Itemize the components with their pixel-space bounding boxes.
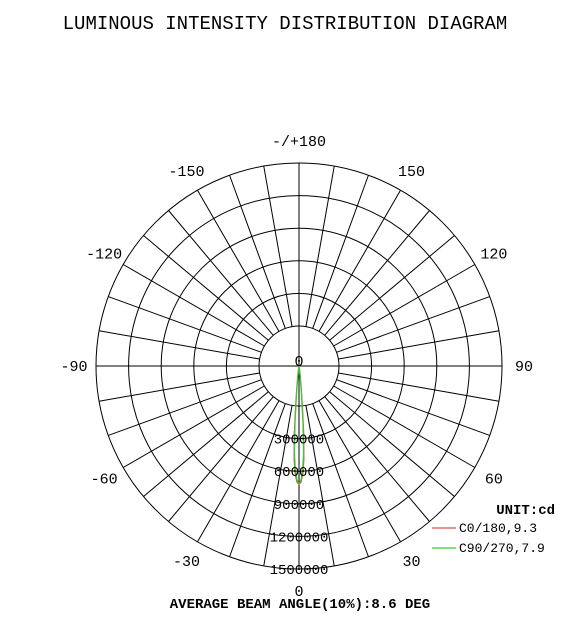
angle-label: -150: [168, 164, 205, 182]
grid-spoke: [313, 175, 369, 328]
grid-spoke: [169, 397, 274, 522]
angle-label: 90: [514, 359, 534, 376]
angle-label: -/+180: [271, 134, 327, 151]
ring-label: 300000: [273, 432, 325, 449]
ring-label: 1200000: [269, 530, 329, 547]
grid-spoke: [330, 236, 455, 341]
grid-spoke: [338, 331, 499, 359]
grid-spoke: [338, 373, 499, 401]
center-label: 0: [294, 354, 304, 371]
beam-angle-text: AVERAGE BEAM ANGLE(10%):8.6 DEG: [169, 597, 431, 613]
angle-label: 150: [397, 164, 426, 182]
grid-spoke: [230, 175, 286, 328]
grid-spoke: [99, 373, 260, 401]
ring-label: 1500000: [269, 563, 329, 579]
grid-spoke: [337, 380, 490, 436]
grid-spoke: [108, 380, 261, 436]
grid-spoke: [337, 297, 490, 353]
grid-spoke: [325, 210, 430, 335]
grid-spoke: [330, 392, 455, 497]
chart-title: LUMINOUS INTENSITY DISTRIBUTION DIAGRAM: [62, 13, 508, 35]
angle-label: -90: [60, 359, 88, 376]
legend-entry: C0/180,9.3: [459, 521, 538, 536]
grid-spoke: [108, 297, 261, 353]
angle-label: -60: [90, 471, 118, 489]
grid-spoke: [99, 331, 260, 359]
angle-label: 30: [402, 553, 421, 571]
ring-label: 600000: [273, 465, 325, 482]
grid-spoke: [306, 166, 334, 327]
legend-entry: C90/270,7.9: [459, 541, 545, 556]
grid-spoke: [169, 210, 274, 335]
angle-label: -120: [86, 246, 123, 264]
angle-label: -30: [172, 553, 201, 571]
ring-label: 900000: [273, 497, 325, 514]
grid-spoke: [325, 397, 430, 522]
grid-spoke: [143, 392, 268, 497]
legend: [432, 521, 545, 556]
angle-label: 0: [294, 584, 304, 601]
grid-spoke: [264, 166, 292, 327]
angle-label: 60: [484, 471, 503, 489]
grid-spoke: [143, 236, 268, 341]
unit-label: UNIT:cd: [496, 503, 555, 519]
angle-label: 120: [480, 246, 508, 264]
